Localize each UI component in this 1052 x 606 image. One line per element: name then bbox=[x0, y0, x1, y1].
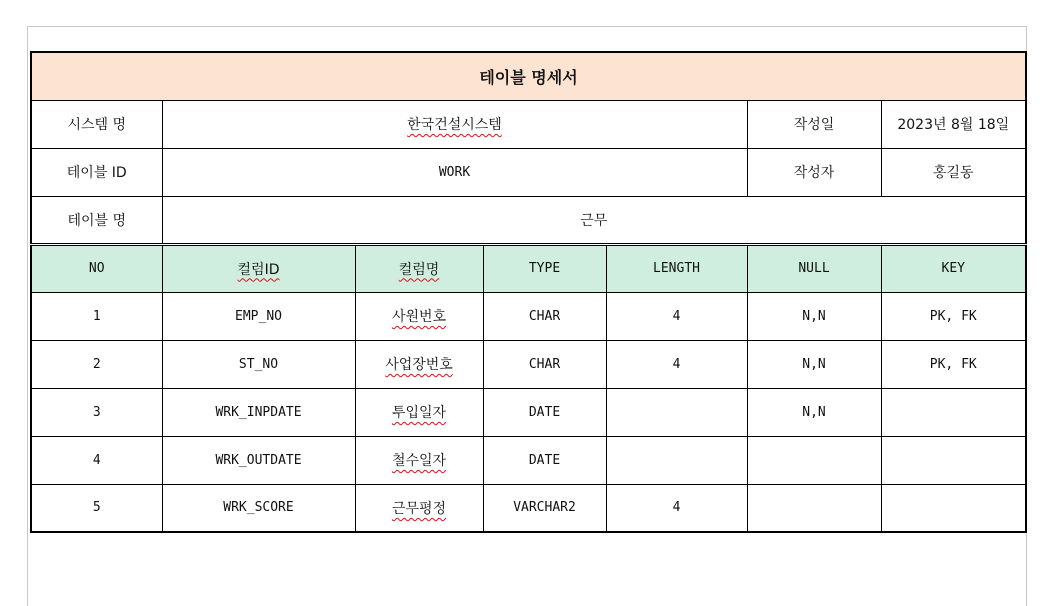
row-column-name: 근무평정 bbox=[391, 500, 447, 517]
table-row bbox=[31, 388, 1026, 436]
row-length bbox=[606, 436, 747, 484]
row-column-id: WRK_INPDATE bbox=[162, 388, 355, 436]
table-name-label: 테이블 명 bbox=[31, 196, 162, 244]
row-length bbox=[606, 388, 747, 436]
row-type: CHAR bbox=[483, 292, 606, 340]
row-column-name-cell bbox=[355, 436, 483, 484]
system-row bbox=[31, 100, 1026, 148]
table-spec-sheet bbox=[30, 51, 1027, 533]
row-type: DATE bbox=[483, 388, 606, 436]
header-type: TYPE bbox=[483, 244, 606, 292]
header-no: NO bbox=[31, 244, 162, 292]
row-no: 4 bbox=[31, 436, 162, 484]
row-column-id: ST_NO bbox=[162, 340, 355, 388]
table-name-row bbox=[31, 196, 1026, 244]
row-column-name-cell bbox=[355, 340, 483, 388]
row-column-id: WRK_SCORE bbox=[162, 484, 355, 532]
row-null bbox=[747, 436, 881, 484]
row-no: 1 bbox=[31, 292, 162, 340]
row-null: N,N bbox=[747, 340, 881, 388]
row-type: DATE bbox=[483, 436, 606, 484]
header-column-name: 컬럼명 bbox=[398, 261, 440, 278]
author-value: 홍길동 bbox=[881, 148, 1026, 196]
system-name-label: 시스템 명 bbox=[31, 100, 162, 148]
row-column-name-cell bbox=[355, 292, 483, 340]
system-name-cell bbox=[162, 100, 747, 148]
header-column-id: 컬럼ID bbox=[237, 261, 280, 278]
created-date-label: 작성일 bbox=[747, 100, 881, 148]
created-date-value: 2023년 8월 18일 bbox=[881, 100, 1026, 148]
row-no: 5 bbox=[31, 484, 162, 532]
header-column-name-cell bbox=[355, 244, 483, 292]
author-label: 작성자 bbox=[747, 148, 881, 196]
row-key bbox=[881, 436, 1026, 484]
row-column-name-cell bbox=[355, 388, 483, 436]
row-key: PK, FK bbox=[881, 340, 1026, 388]
table-row bbox=[31, 436, 1026, 484]
table-id-value: WORK bbox=[162, 148, 747, 196]
row-length: 4 bbox=[606, 292, 747, 340]
row-length: 4 bbox=[606, 340, 747, 388]
row-column-name: 사업장번호 bbox=[385, 357, 453, 373]
row-type: CHAR bbox=[483, 340, 606, 388]
system-name-value: 한국건설시스템 bbox=[407, 117, 502, 133]
row-key bbox=[881, 388, 1026, 436]
table-row bbox=[31, 292, 1026, 340]
table-name-value: 근무 bbox=[162, 196, 1026, 244]
row-column-name: 사원번호 bbox=[391, 309, 447, 325]
row-column-name-cell bbox=[355, 484, 483, 532]
row-no: 2 bbox=[31, 340, 162, 388]
header-null: NULL bbox=[747, 244, 881, 292]
title-row bbox=[31, 52, 1026, 100]
row-column-name: 투입일자 bbox=[391, 405, 447, 421]
row-column-id: EMP_NO bbox=[162, 292, 355, 340]
table-id-label: 테이블 ID bbox=[31, 148, 162, 196]
row-column-name: 철수일자 bbox=[391, 453, 447, 469]
sheet-title: 테이블 명세서 bbox=[31, 52, 1026, 100]
table-row bbox=[31, 484, 1026, 532]
row-null bbox=[747, 484, 881, 532]
column-header-row bbox=[31, 244, 1026, 292]
row-key: PK, FK bbox=[881, 292, 1026, 340]
row-null: N,N bbox=[747, 292, 881, 340]
table-id-row bbox=[31, 148, 1026, 196]
row-column-id: WRK_OUTDATE bbox=[162, 436, 355, 484]
row-key bbox=[881, 484, 1026, 532]
header-key: KEY bbox=[881, 244, 1026, 292]
row-no: 3 bbox=[31, 388, 162, 436]
table-row bbox=[31, 340, 1026, 388]
row-null: N,N bbox=[747, 388, 881, 436]
row-type: VARCHAR2 bbox=[483, 484, 606, 532]
header-column-id-cell bbox=[162, 244, 355, 292]
header-length: LENGTH bbox=[606, 244, 747, 292]
row-length: 4 bbox=[606, 484, 747, 532]
